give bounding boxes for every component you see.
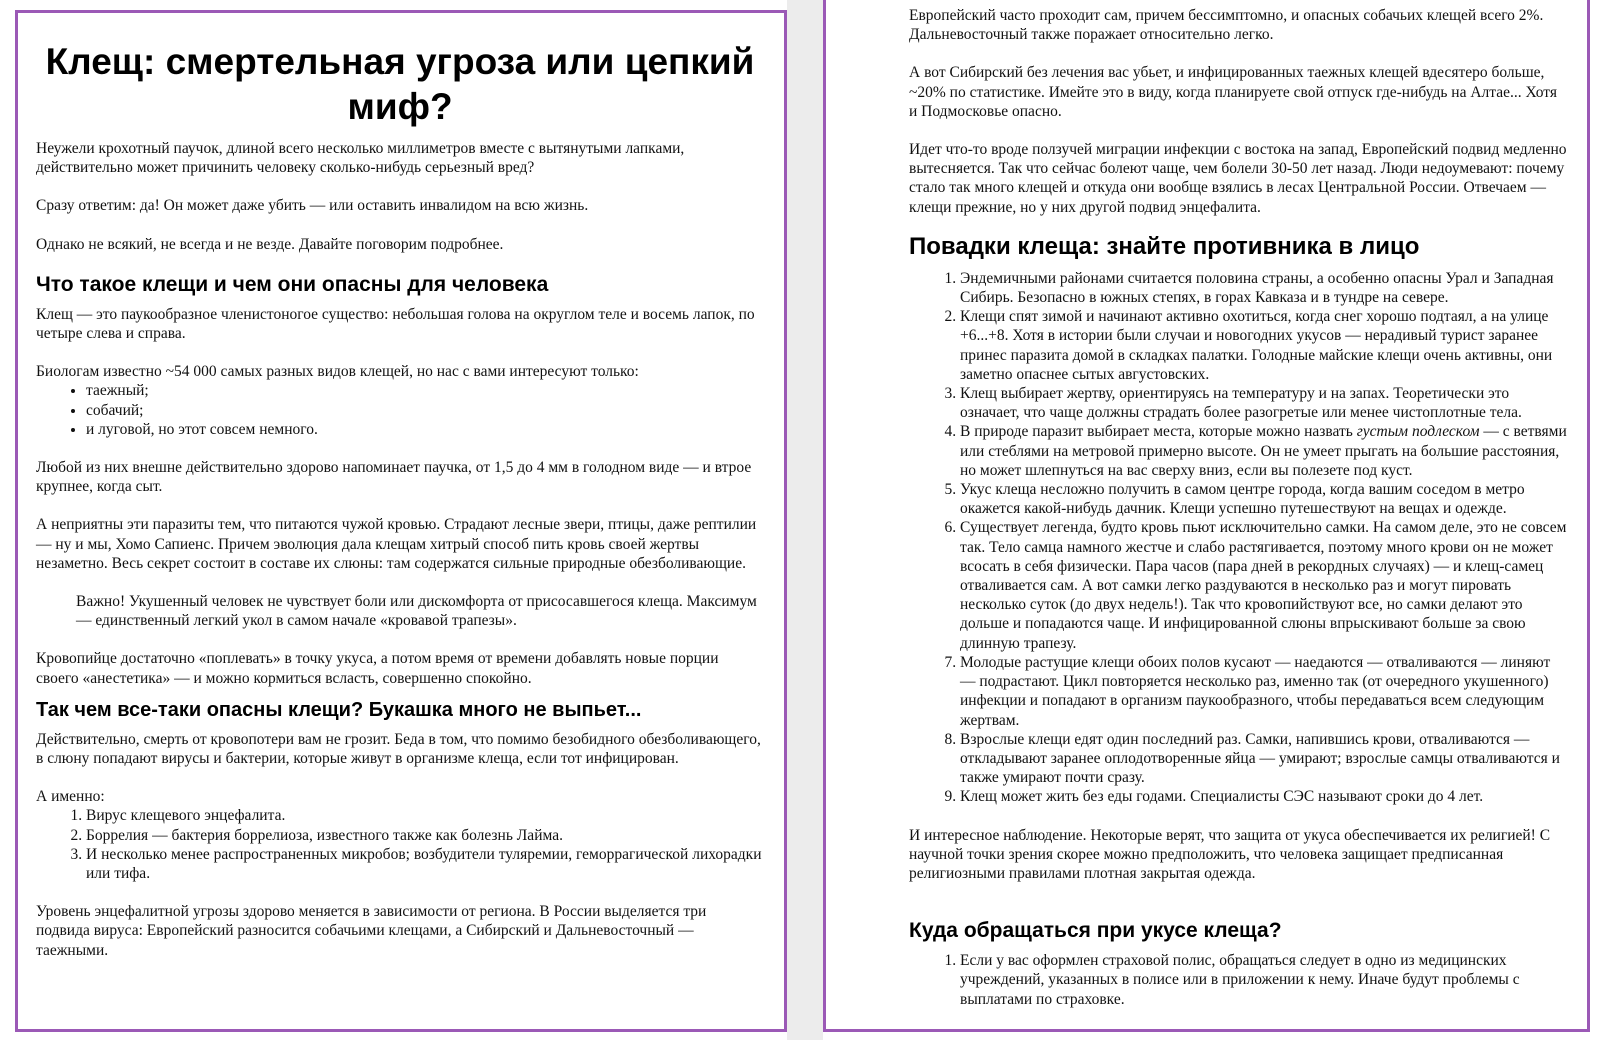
paragraph: Однако не всякий, не всегда и не везде. Давайте поговорим подробнее. <box>36 235 504 253</box>
paragraph: Уровень энцефалитной угрозы здорово меняется в зависимости от региона. В России выделяется три подвида вируса: Европейский разносится собачьими клещами, а Сибирский и Дальневосточный — таежными. <box>36 903 707 959</box>
paragraph: Кровопийце достаточно «поплевать» в точку укуса, а потом время от времени добавлять новые порции своего «анестетика» — и можно кормиться всласть, совершенно спокойно. <box>36 650 719 687</box>
paragraph: Клещ — это паукообразное членистоногое существо: небольшая голова на округлом теле и восемь лапок, по четыре слева и справа. <box>36 305 755 343</box>
list-item: 1. Эндемичными районами считается половина страны, а особенно опасны Урал и Западная Сибирь. Безопасно в южных степях, в горах Кавказа и в тундре на севере. <box>960 269 1569 307</box>
left-page <box>15 10 787 1032</box>
list-item-text: В природе паразит выбирает места, которые можно назвать <box>960 423 1357 441</box>
list-item: • собачий; <box>86 401 764 420</box>
habits-list <box>909 269 1569 807</box>
list-item: 9. Клещ может жить без еды годами. Специалисты СЭС называют сроки до 4 лет. <box>960 787 1569 806</box>
list-item: 2. Клещи спят зимой и начинают активно охотиться, когда снег хорошо подтаял, а на улице +6...+8. Хотя в истории были случаи и новогодних укусов — нерадивый турист заранее принес паразита домой в складках палатки. Голодные майские клещи очень активны, они заметно опаснее сытых августовских. <box>960 307 1569 384</box>
page-gutter <box>787 0 823 1040</box>
list-item: 3. Клещ выбирает жертву, ориентируясь на температуру и на запах. Теоретически это означает, что чаще должны страдать более разогретые или менее чистоплотные тела. <box>960 384 1569 422</box>
article-title: Клещ: смертельная угроза или цепкий миф? <box>45 41 755 127</box>
list-item: 7. Молодые растущие клещи обоих полов кусают — наедаются — отваливаются — линяют — подрастают. Цикл повторяется несколько раз, именно так (от очередного укушенного) инфекции и попадают в организм паукообразного, чтобы передаваться всем следующим жертвам. <box>960 653 1569 730</box>
paragraph: А именно: <box>36 788 105 806</box>
list-item: • таежный; <box>86 381 764 400</box>
heading-tick-habits: Повадки клеща: знайте противника в лицо <box>909 232 1420 260</box>
paragraph: Биологам известно ~54 000 самых разных видов клещей, но нас с вами интересуют только: <box>36 363 639 381</box>
list-item: • и луговой, но этот совсем немного. <box>86 420 764 439</box>
paragraph: А неприятны эти паразиты тем, что питаются чужой кровью. Страдают лесные звери, птицы, даже рептилии — ну и мы, Хомо Сапиенс. Причем эволюция дала клещам хитрый способ пить кровь своей жертвы незаметно. Весь секрет состоит в составе их слюны: там содержатся сильные природные обезболивающие. <box>36 516 757 572</box>
list-item: 8. Взрослые клещи едят один последний раз. Самки, напившись крови, отваливаются — откладывают заранее оплодотворенные яйца — умирают; взрослые самцы отваливаются и также умирают почти сразу. <box>960 730 1569 788</box>
where-list <box>909 951 1569 1009</box>
paragraph: А вот Сибирский без лечения вас убьет, и инфицированных таежных клещей вдесятеро больше, ~20% по статистике. Имейте это в виду, когда планируете свой отпуск где-нибудь на Алтае... Хотя и Подмосковье опасно. <box>909 64 1557 120</box>
list-item <box>960 422 1569 480</box>
paragraph: Любой из них внешне действительно здорово напоминает паучка, от 1,5 до 4 мм в голодном виде — и втрое крупнее, когда сыт. <box>36 459 752 496</box>
paragraph: И интересное наблюдение. Некоторые верят, что защита от укуса обеспечивается их религией! С научной точки зрения скорее можно предположить, что человека защищает предписанная религиозными правилами плотная закрытая одежда. <box>909 826 1551 882</box>
emphasis-text: густым подлеском <box>1356 423 1480 441</box>
list-item: 3. И несколько менее распространенных микробов; возбудители туляремии, геморрагической лихорадки или тифа. <box>86 845 764 883</box>
list-item: 2. Боррелия — бактерия боррелиоза, известного также как болезнь Лайма. <box>86 826 764 845</box>
heading-why-dangerous: Так чем все-таки опасны клещи? Букашка много не выпьет... <box>36 698 642 721</box>
list-item: 1. Вирус клещевого энцефалита. <box>86 806 764 825</box>
list-item-text: — с ветвями или стеблями на метровой примерно высоте. Он не умеет прыгать на большие расстояния, но может шлепнуться на вас сверху вниз, если вы полезете под куст. <box>960 423 1567 479</box>
list-item: 5. Укус клеща несложно получить в самом центре города, когда вашим соседом в метро окажется какой-нибудь дачник. Клещи успешно путешествуют на вещах и одежде. <box>960 480 1569 518</box>
list-item: 1. Если у вас оформлен страховой полис, обращаться следует в одно из медицинских учреждений, указанных в полисе или в приложении к нему. Иначе будут проблемы с выплатами по страховке. <box>960 951 1569 1009</box>
right-page <box>823 0 1590 1032</box>
diseases-list <box>36 806 764 883</box>
paragraph: Сразу ответим: да! Он может даже убить — или оставить инвалидом на всю жизнь. <box>36 197 589 215</box>
heading-where-to-go: Куда обращаться при укусе клеща? <box>909 919 1282 943</box>
tick-types-list <box>36 381 764 439</box>
paragraph: Действительно, смерть от кровопотери вам не грозит. Беда в том, что помимо безобидного обезболивающего, в слюну попадают вирусы и бактерии, которые живут в организме клеща, если тот инфицирован. <box>36 730 761 768</box>
paragraph: Европейский часто проходит сам, причем бессимптомно, и опасных собачьих клещей всего 2%. Дальневосточный также поражает относительно легко. <box>909 7 1544 44</box>
paragraph: Идет что-то вроде ползучей миграции инфекции с востока на запад, Европейский подвид медленно вытесняется. Так что сейчас болеют чаще, чем болели 30-50 лет назад. Люди недоумевают: почему стало так много клещей и откуда они вообще взялись в лесах Центральной России. Отвечаем — клещи прежние, но у них другой подвид энцефалита. <box>909 141 1567 216</box>
important-quote: Важно! Укушенный человек не чувствует боли или дискомфорта от присосавшегося клеща. Максимум — единственный легкий укол в самом начале «кровавой трапезы». <box>76 593 757 630</box>
heading-what-are-ticks: Что такое клещи и чем они опасны для человека <box>36 272 549 296</box>
list-item: 6. Существует легенда, будто кровь пьют исключительно самки. На самом деле, это не совсем так. Тело самца намного жестче и слабо растягивается, поэтому много крови он не может всосать в себя физически. Пара часов (пара дней в рекордных случаях) — и клещ-самец отваливается сам. А вот самки легко раздуваются в несколько раз и могут пировать несколько суток (до двух недель!). Так что кровопийствуют все, но самки делают это дольше и попадаются чаще. И инфицированной слюны впрыскивают больше за свою длинную трапезу. <box>960 518 1569 652</box>
paragraph: Неужели крохотный паучок, длиной всего несколько миллиметров вместе с вытянутыми лапками, действительно может причинить человеку сколько-нибудь серьезный вред? <box>36 140 685 177</box>
